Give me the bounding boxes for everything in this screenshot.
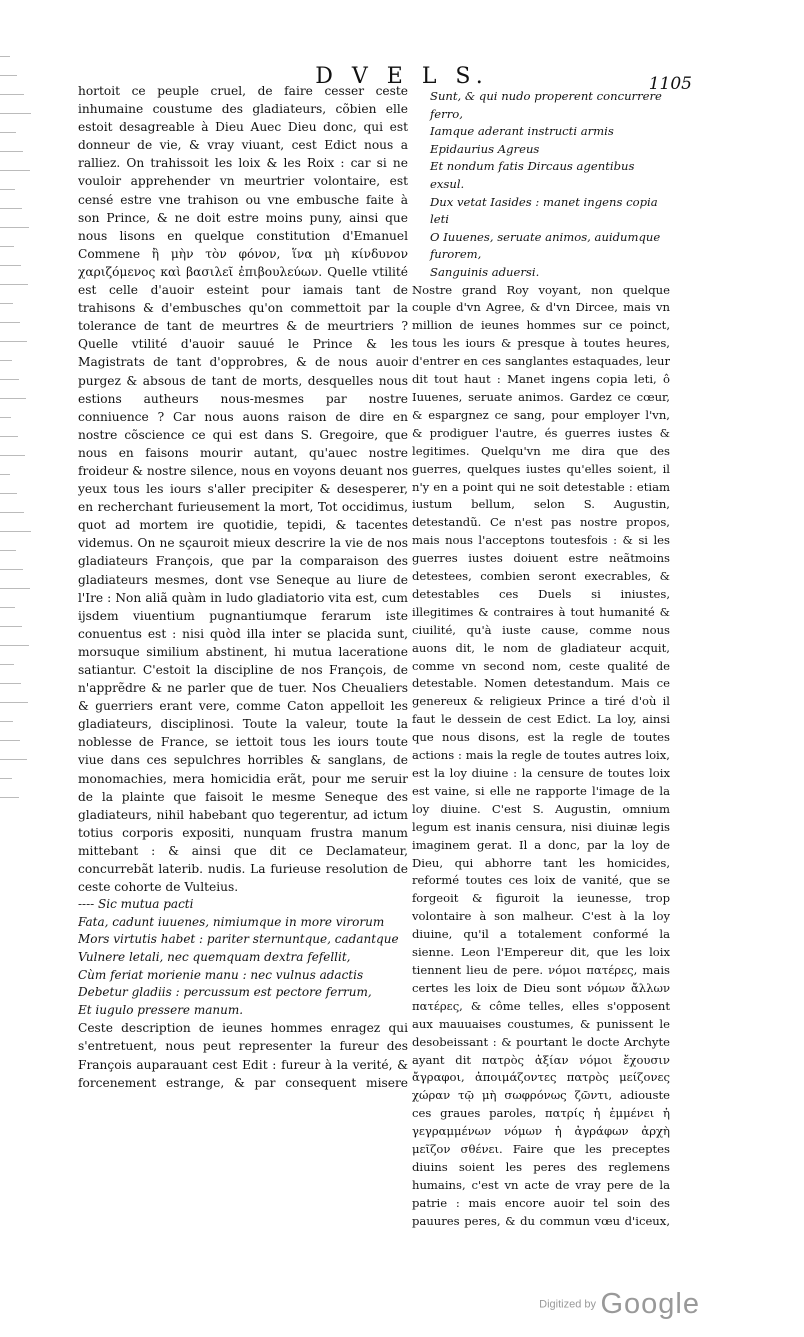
edge-mark	[0, 132, 16, 133]
page-number: 1105	[648, 74, 692, 94]
edge-mark	[0, 189, 15, 190]
edge-mark	[0, 721, 13, 722]
right-column	[412, 88, 670, 1230]
verse-line: Et nondum fatis Dircaus agentibus exsul.	[430, 159, 635, 191]
edge-mark	[0, 778, 12, 779]
edge-mark	[0, 303, 13, 304]
edge-mark	[0, 626, 22, 627]
edge-mark	[0, 683, 21, 684]
edge-mark	[0, 379, 19, 380]
edge-mark	[0, 759, 27, 760]
verse-line: ---- Sic mutua pacti	[78, 897, 194, 912]
watermark-caption: Digitized by	[539, 1298, 597, 1311]
edge-mark	[0, 550, 16, 551]
edge-mark	[0, 113, 31, 114]
edge-mark	[0, 151, 23, 152]
edge-mark	[0, 398, 26, 399]
verse-line: Et iugulo pressere manum.	[78, 1002, 244, 1017]
edge-mark	[0, 341, 27, 342]
verse-line: Iamque aderant instructi armis Epidaurius Agreus	[430, 124, 614, 156]
verse-line: Vulnere letali, nec quemquam dextra fefellit,	[78, 950, 351, 964]
edge-mark	[0, 170, 30, 171]
running-title: D V E L S.	[315, 64, 489, 89]
right-verse	[412, 88, 670, 282]
edge-mark	[0, 588, 30, 589]
edge-mark	[0, 227, 29, 228]
edge-mark	[0, 360, 12, 361]
edge-mark	[0, 740, 20, 741]
left-column	[78, 82, 408, 1092]
verse-line: Fata, cadunt iuuenes, nimiumque in more virorum	[78, 914, 385, 929]
verse-line: Cùm feriat morienie manu : nec vulnus adactis	[78, 967, 364, 982]
verse-line: Sanguinis aduersi.	[430, 264, 540, 279]
edge-mark	[0, 607, 15, 608]
verse-line: Mors virtutis habet : pariter sternuntque, cadantque	[78, 932, 399, 947]
edge-mark	[0, 455, 25, 456]
right-paragraph-1: Nostre grand Roy voyant, non quelque couple d'vn Agree, & d'vn Dircee, mais vn million de ieunes hommes sur ce poinct, tous les iours & presque à toutes heures, d'entrer en ces sanglantes estaquades, leur dit tout haut : Manet ingens copia leti, ô Iuuenes, seruate animos. Gardez ce cœur, & espargnez ce sang, pour employer l'vn, & prodiguer l'autre, és guerres iustes & legitimes. Quelqu'vn me dira que des guerres, quelques iustes qu'elles soient, il n'y en a point qui ne soit detestable : etiam iustum bellum, selon S. Augustin, detestandũ. Ce n'est pas nostre propos, mais nous l'acceptons toutesfois : & si les guerres iustes doiuent estre neãtmoins detestees, combien seront execrables, & detestables ces Duels si iniustes, illegitimes & contraires à tout humanité & ciuilité, qu'à iuste cause, comme nous auons dit, le nom de gladiateur acquit, comme vn second nom, ceste qualité de detestable. Nomen detestandum. Mais ce genereux & religieux Prince a tiré d'où il faut le dessein de cest Edict. La loy, ainsi que nous disons, est la regle de toutes actions : mais la regle de toutes autres loix, est la loy diuine : la censure de toutes loix est vaine, si elle ne rapporte l'image de la loy diuine. C'est S. Augustin, omnium legum est inanis censura, nisi diuinæ legis imaginem gerat. Il a donc, par la loy de Dieu, qui abhorre tant les homicides, reformé toutes ces loix de vanité, que se forgeoit & figuroit la ieunesse, trop volontaire à son malheur. C'est à la loy diuine, qu'il a totalement conformé la sienne. Leon l'Empereur dit, que les loix tiennent lieu de pere. νόμοι πατέρες, mais certes les loix de Dieu sont νόμων ἄλλων πατέρες, & côme telles, elles s'opposent aux mauuaises coustumes, & punissent le desobeissant : & pourtant le docte Archyte ayant dit πατρὸς ἀξίαν νόμοι ἔχουσιν ἄγραφοι, ἀποιμάζοντες πατρὸς μείζονες χώραν τῷ μὴ σωφρόνως ζῶντι, adiouste ces graues paroles, πατρίς ἡ ἐμμένει ἡ γεγραμμένων νόμων ἡ ἀγράφων ἀρχὴ μεῖζον σθένει. Faire que les preceptes diuins soient les peres des reglemens humains, c'est vn acte de vray pere de la patrie : mais encore auoir tel soin des pauures peres, & du commun vœu d'iceux,	[412, 282, 670, 1228]
verse-line: Debetur gladiis : percussum est pectore ferrum,	[78, 985, 372, 1000]
edge-mark	[0, 797, 19, 798]
edge-mark	[0, 284, 28, 285]
edge-mark	[0, 512, 24, 513]
edge-mark	[0, 246, 14, 247]
edge-mark	[0, 645, 29, 646]
edge-mark	[0, 94, 24, 95]
edge-mark	[0, 493, 17, 494]
edge-mark	[0, 322, 20, 323]
edge-mark	[0, 265, 21, 266]
edge-mark	[0, 569, 23, 570]
verse-line: O Iuuenes, seruate animos, auidumque furorem,	[430, 229, 661, 262]
facing-page-edge	[0, 50, 36, 850]
edge-mark	[0, 474, 10, 475]
edge-mark	[0, 417, 11, 418]
edge-mark	[0, 436, 18, 437]
edge-mark	[0, 531, 31, 532]
digitized-by-google-watermark	[539, 1288, 700, 1321]
left-paragraph-2: Ceste description de ieunes hommes enragez qui s'entretuent, nous peut representer la fureur des François auparauant cest Edit : fureur à la verité, & forcenement estrange, & par consequent misere	[78, 1021, 408, 1090]
edge-mark	[0, 208, 22, 209]
verse-line: Sunt, & qui nudo properent concurrere ferro,	[430, 89, 662, 121]
google-logo: Google	[600, 1288, 700, 1320]
left-verse	[78, 896, 408, 1019]
edge-mark	[0, 702, 28, 703]
verse-line: Dux vetat Iasides : manet ingens copia leti	[430, 194, 658, 227]
left-paragraph-1: hortoit ce peuple cruel, de faire cesser ceste inhumaine coustume des gladiateurs, cõbien elle estoit desagreable à Dieu Auec Dieu donc, qui est donneur de vie, & vray viuant, cest Edict nous a ralliez. On trahissoit les loix & les Roix : car si ne vouloir apprehender vn meurtrier volontaire, est censé estre vne trahison ou vne embusche faite à son Prince, & ne doit estre moins puny, ainsi que nous lisons en quelque constitution d'Emanuel Commene ἢ μὴν τὸν φόνον, ἵνα μὴ κίνδυνον χαριζόμενος καὶ βασιλεῖ ἐπιβουλεύων. Quelle vtilité est celle d'auoir esteint pour iamais tant de trahisons & d'embusches qu'on commettoit par la tolerance de tant de meurtres & de meurtriers ? Quelle vtilité d'auoir sauué le Prince & les Magistrats de tant d'opprobres, & de nous auoir purgez & absous de tant de morts, desquelles nous estions autheurs nous-mesmes par nostre conniuence ? Car nous auons raison de dire en nostre cõscience ce qui est dans S. Gregoire, que nous en faisons mourir autant, qu'auec nostre froideur & nostre silence, nous en voyons deuant nos yeux tous les iours s'aller precipiter & desesperer, en recherchant furieusement la mort, Tot occidimus, quot ad mortem ire quotidie, tepidi, & tacentes videmus. On ne sçauroit mieux descrire la vie de nos gladiateurs François, que par la comparaison des gladiateurs mesmes, dont vse Seneque au liure de l'Ire : Non aliã quàm in ludo gladiatorio vita est, cum ijsdem viuentium pugnantiumque ferarum iste conuentus est : nisi quòd illa inter se placida sunt, morsuque similium abstinent, hi mutua laceratione satiantur. C'estoit la discipline de nos François, de n'apprẽdre & ne parler que de tuer. Nos Cheualiers & guerriers erant vere, comme Caton appelloit les gladiateurs, disciplinosi. Toute la valeur, toute la noblesse de France, se iettoit tous les iours toute viue dans ces sepulchres horribles & sanglans, de monomachies, mera homicidia erãt, pour me seruir de la plainte que faisoit le mesme Seneque des gladiateurs, nihil habebant quo tegerentur, ad ictum totius corporis expositi, nunquam frustra manum mittebant : & ainsi que dit ce Declamateur, concurrebãt laterib. nudis. La furieuse resolution de ceste cohorte de Vulteius.	[78, 84, 408, 895]
edge-mark	[0, 664, 14, 665]
edge-mark	[0, 56, 10, 57]
